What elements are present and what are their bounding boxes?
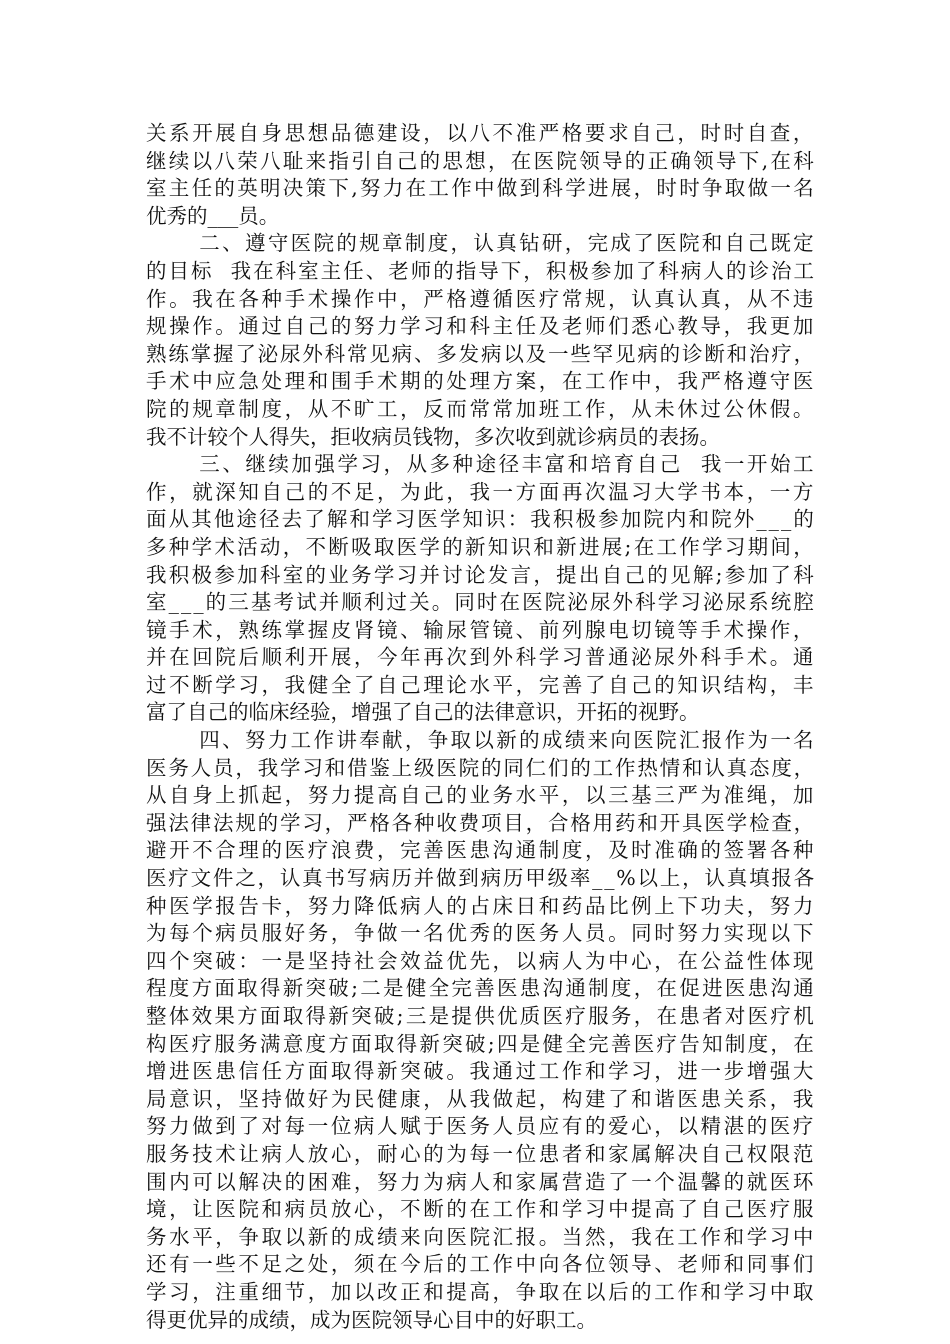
text-line: 构医疗服务满意度方面取得新突破;四是健全完善医疗告知制度，在 <box>146 1031 816 1056</box>
text-line: 程度方面取得新突破;二是健全完善医患沟通制度，在促进医患沟通 <box>146 976 816 1001</box>
text-line: 室主任的英明决策下,努力在工作中做到科学进展，时时争取做一名 <box>146 176 816 201</box>
text-line: 作，就深知自己的不足，为此，我一方面再次温习大学书本，一方 <box>146 479 816 504</box>
text-line: 作。我在各种手术操作中，严格遵循医疗常规，认真认真，从不违 <box>146 286 816 311</box>
paragraph-first-line: 三、继续加强学习，从多种途径丰富和培育自己 我一开始工 <box>199 452 816 477</box>
text-line: 我积极参加科室的业务学习并讨论发言，提出自己的见解;参加了科 <box>146 562 816 587</box>
text-line: 医务人员，我学习和借鉴上级医院的同仁们的工作热情和认真态度， <box>146 755 816 780</box>
text-line: 还有一些不足之处，须在今后的工作中向各位领导、老师和同事们 <box>146 1252 816 1277</box>
text-line: 手术中应急处理和围手术期的处理方案，在工作中，我严格遵守医 <box>146 369 816 394</box>
text-line: 继续以八荣八耻来指引自己的思想，在医院领导的正确领导下,在科 <box>146 148 816 173</box>
text-line: 服务技术让病人放心，耐心的为每一位患者和家属解决自己权限范 <box>146 1141 816 1166</box>
text-line: 熟练掌握了泌尿外科常见病、多发病以及一些罕见病的诊断和治疗， <box>146 341 816 366</box>
text-line: 避开不合理的医疗浪费，完善医患沟通制度，及时准确的签署各种 <box>146 838 816 863</box>
text-line: 努力做到了对每一位病人赋于医务人员应有的爱心，以精湛的医疗 <box>146 1114 816 1139</box>
text-line: 种医学报告卡，努力降低病人的占床日和药品比例上下功夫，努力 <box>146 893 816 918</box>
text-line: 从自身上抓起，努力提高自己的业务水平，以三基三严为准绳，加 <box>146 783 816 808</box>
text-line: 围内可以解决的困难，努力为病人和家属营造了一个温馨的就医环 <box>146 1169 816 1194</box>
text-line: 优秀的___员。 <box>146 203 280 228</box>
text-line: 学习，注重细节，加以改正和提高，争取在以后的工作和学习中取 <box>146 1279 816 1304</box>
text-line: 的目标 我在科室主任、老师的指导下，积极参加了科病人的诊治工 <box>146 258 816 283</box>
text-line: 医疗文件之，认真书写病历并做到病历甲级率__%以上，认真填报各 <box>146 866 816 891</box>
text-line: 关系开展自身思想品德建设，以八不准严格要求自己，时时自查， <box>146 121 816 145</box>
text-line: 规操作。通过自己的努力学习和科主任及老师们悉心教导，我更加 <box>146 314 816 339</box>
text-line: 室___的三基考试并顺利过关。同时在医院泌尿外科学习泌尿系统腔 <box>146 590 816 615</box>
text-line: 院的规章制度，从不旷工，反而常常加班工作，从未休过公休假。 <box>146 396 816 421</box>
text-line: 局意识，坚持做好为民健康，从我做起，构建了和谐医患关系，我 <box>146 1086 816 1111</box>
text-line: 得更优异的成绩，成为医院领导心目中的好职工。 <box>146 1307 597 1332</box>
text-line: 增进医患信任方面取得新突破。我通过工作和学习，进一步增强大 <box>146 1059 816 1084</box>
text-line: 过不断学习，我健全了自己理论水平，完善了自己的知识结构，丰 <box>146 672 816 697</box>
text-line: 强法律法规的学习，严格各种收费项目，合格用药和开具医学检查， <box>146 810 816 835</box>
text-line: 多种学术活动，不断吸取医学的新知识和新进展;在工作学习期间， <box>146 534 816 559</box>
paragraph-first-line: 四、努力工作讲奉献，争取以新的成绩来向医院汇报作为一名 <box>199 728 816 753</box>
text-line: 面从其他途径去了解和学习医学知识：我积极参加院内和院外___的 <box>146 507 816 532</box>
paragraph-first-line: 二、遵守医院的规章制度，认真钻研，完成了医院和自己既定 <box>199 231 816 256</box>
text-line: 务水平，争取以新的成绩来向医院汇报。当然，我在工作和学习中 <box>146 1224 816 1249</box>
text-line: 为每个病员服好务，争做一名优秀的医务人员。同时努力实现以下 <box>146 921 816 946</box>
text-line: 四个突破：一是坚持社会效益优先，以病人为中心，在公益性体现 <box>146 948 816 973</box>
text-line: 境，让医院和病员放心，不断的在工作和学习中提高了自己医疗服 <box>146 1197 816 1222</box>
text-line: 我不计较个人得失，拒收病员钱物，多次收到就诊病员的表扬。 <box>146 424 720 449</box>
text-line: 整体效果方面取得新突破;三是提供优质医疗服务，在患者对医疗机 <box>146 1004 816 1028</box>
text-line: 并在回院后顺利开展，今年再次到外科学习普通泌尿外科手术。通 <box>146 645 816 670</box>
document-body <box>146 120 816 1334</box>
text-line: 富了自己的临床经验，增强了自己的法律意识，开拓的视野。 <box>146 700 700 725</box>
text-line: 镜手术，熟练掌握皮肾镜、输尿管镜、前列腺电切镜等手术操作， <box>146 617 816 642</box>
